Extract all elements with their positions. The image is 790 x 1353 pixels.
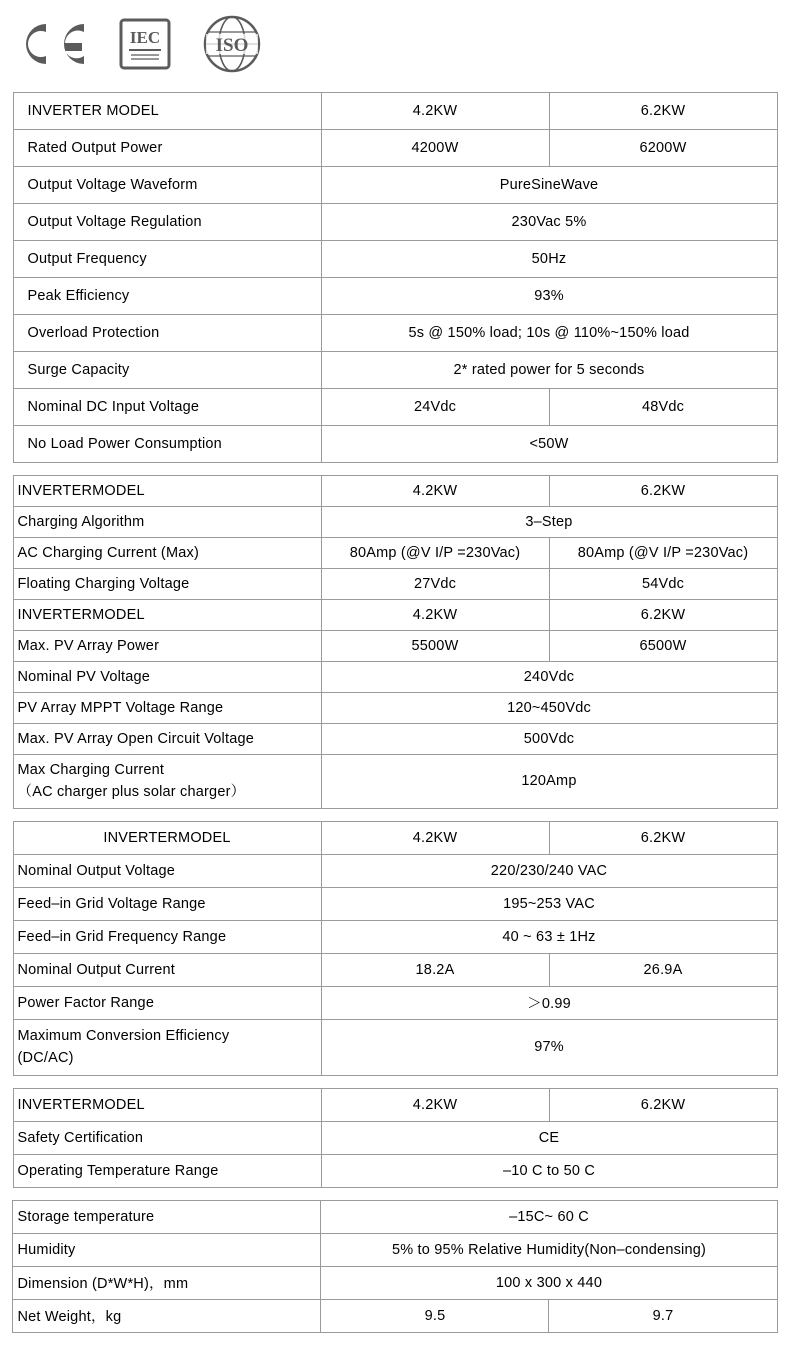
table-row — [13, 278, 777, 315]
spec-label: INVERTER MODEL — [13, 93, 321, 130]
spec-value-b: 48Vdc — [549, 389, 777, 426]
spec-value-a: 97% — [321, 1019, 777, 1075]
spec-label: PV Array MPPT Voltage Range — [13, 693, 321, 724]
spec-label: Feed–in Grid Voltage Range — [13, 887, 321, 920]
spec-value-a: 5500W — [321, 631, 549, 662]
spec-label: INVERTERMODEL — [13, 600, 321, 631]
spec-value-a: 9.5 — [321, 1299, 549, 1332]
table-row — [13, 507, 777, 538]
spec-label: Maximum Conversion Efficiency (DC/AC) — [13, 1019, 321, 1075]
table-row — [13, 93, 777, 130]
spec-label: Output Frequency — [13, 241, 321, 278]
grid-output-specs — [13, 821, 778, 1076]
spec-value-a: 3–Step — [321, 507, 777, 538]
spec-value-b: 6.2KW — [549, 1088, 777, 1121]
spec-value-b: 6.2KW — [549, 821, 777, 854]
spec-label: Peak Efficiency — [13, 278, 321, 315]
table-row — [13, 631, 777, 662]
spec-value-a: 220/230/240 VAC — [321, 854, 777, 887]
spec-value-a: PureSineWave — [321, 167, 777, 204]
table-row — [13, 241, 777, 278]
spec-value-a: 40 ~ 63 ± 1Hz — [321, 920, 777, 953]
spec-label: Power Factor Range — [13, 986, 321, 1019]
spec-value-a: 100 x 300 x 440 — [321, 1266, 777, 1299]
spec-label: Max Charging Current （AC charger plus solar charger） — [13, 755, 321, 809]
table-row — [13, 426, 777, 463]
table-row — [13, 1299, 777, 1332]
spec-value-b: 6500W — [549, 631, 777, 662]
spec-value-a: 4.2KW — [321, 1088, 549, 1121]
spec-label: Rated Output Power — [13, 130, 321, 167]
table-row — [13, 821, 777, 854]
spec-value-a: 120Amp — [321, 755, 777, 809]
spec-value-a: 4.2KW — [321, 821, 549, 854]
spec-label: Max. PV Array Open Circuit Voltage — [13, 724, 321, 755]
spec-label: Surge Capacity — [13, 352, 321, 389]
spec-label: INVERTERMODEL — [13, 821, 321, 854]
svg-text:ISO: ISO — [215, 34, 249, 56]
spec-value-b: 6.2KW — [549, 600, 777, 631]
spec-label: Nominal PV Voltage — [13, 662, 321, 693]
spec-label: Storage temperature — [13, 1200, 321, 1233]
spec-label: AC Charging Current (Max) — [13, 538, 321, 569]
table-row — [13, 1019, 777, 1075]
spec-value-a: 4200W — [321, 130, 549, 167]
svg-text:IEC: IEC — [129, 27, 161, 47]
table-row — [13, 352, 777, 389]
table-row — [13, 920, 777, 953]
table-row — [13, 476, 777, 507]
spec-label: Feed–in Grid Frequency Range — [13, 920, 321, 953]
charger-and-pv-specs — [13, 475, 778, 809]
table-row — [13, 755, 777, 809]
table-row — [13, 986, 777, 1019]
spec-label: INVERTERMODEL — [13, 476, 321, 507]
spec-value-a: 120~450Vdc — [321, 693, 777, 724]
table-row — [13, 204, 777, 241]
table-row — [13, 887, 777, 920]
spec-value-a: 230Vac 5% — [321, 204, 777, 241]
spec-label: Net Weight，kg — [13, 1299, 321, 1332]
spec-value-b: 9.7 — [549, 1299, 777, 1332]
spec-label: Overload Protection — [13, 315, 321, 352]
physical-specs — [12, 1200, 777, 1333]
table-row — [13, 130, 777, 167]
ce-mark-icon — [12, 18, 92, 75]
spec-label: Dimension (D*W*H)，mm — [13, 1266, 321, 1299]
table-row — [13, 1088, 777, 1121]
table-row — [13, 569, 777, 600]
spec-value-b: 26.9A — [549, 953, 777, 986]
spec-value-a: 27Vdc — [321, 569, 549, 600]
spec-label: Operating Temperature Range — [13, 1154, 321, 1187]
spec-value-a: 5s @ 150% load; 10s @ 110%~150% load — [321, 315, 777, 352]
table-row — [13, 167, 777, 204]
spec-label: No Load Power Consumption — [13, 426, 321, 463]
spec-value-a: 2* rated power for 5 seconds — [321, 352, 777, 389]
spec-value-a: 240Vdc — [321, 662, 777, 693]
spec-value-a: 24Vdc — [321, 389, 549, 426]
spec-value-b: 54Vdc — [549, 569, 777, 600]
spec-value-a: 4.2KW — [321, 600, 549, 631]
iec-mark-icon — [118, 17, 172, 76]
spec-value-a: 500Vdc — [321, 724, 777, 755]
table-row — [13, 953, 777, 986]
table-row — [13, 1154, 777, 1187]
spec-label: Output Voltage Regulation — [13, 204, 321, 241]
spec-value-a: 80Amp (@V I/P =230Vac) — [321, 538, 549, 569]
spec-value-a: 93% — [321, 278, 777, 315]
spec-value-a: CE — [321, 1121, 777, 1154]
spec-label: Output Voltage Waveform — [13, 167, 321, 204]
spec-value-a: 4.2KW — [321, 93, 549, 130]
spec-value-a: –10 C to 50 C — [321, 1154, 777, 1187]
table-row — [13, 693, 777, 724]
table-row — [13, 389, 777, 426]
spec-value-b: 6200W — [549, 130, 777, 167]
table-row — [13, 1200, 777, 1233]
spec-value-a: 195~253 VAC — [321, 887, 777, 920]
spec-value-a: <50W — [321, 426, 777, 463]
spec-value-a: 50Hz — [321, 241, 777, 278]
spec-label: INVERTERMODEL — [13, 1088, 321, 1121]
table-row — [13, 854, 777, 887]
spec-label: Nominal Output Voltage — [13, 854, 321, 887]
table-row — [13, 538, 777, 569]
spec-label: Safety Certification — [13, 1121, 321, 1154]
table-row — [13, 1266, 777, 1299]
spec-value-a: ＞0.99 — [321, 986, 777, 1019]
spec-label: Humidity — [13, 1233, 321, 1266]
table-row — [13, 724, 777, 755]
table-row — [13, 315, 777, 352]
spec-label: Nominal DC Input Voltage — [13, 389, 321, 426]
spec-label: Max. PV Array Power — [13, 631, 321, 662]
spec-label: Nominal Output Current — [13, 953, 321, 986]
safety-specs — [13, 1088, 778, 1188]
spec-value-b: 6.2KW — [549, 93, 777, 130]
spec-label: Floating Charging Voltage — [13, 569, 321, 600]
table-row — [13, 600, 777, 631]
table-row — [13, 1233, 777, 1266]
table-row — [13, 662, 777, 693]
spec-value-a: 18.2A — [321, 953, 549, 986]
inverter-output-specs — [13, 92, 778, 463]
iso-mark-icon — [198, 12, 266, 81]
spec-value-b: 6.2KW — [549, 476, 777, 507]
spec-value-a: 4.2KW — [321, 476, 549, 507]
certification-logos — [0, 0, 790, 92]
spec-label: Charging Algorithm — [13, 507, 321, 538]
spec-tables — [0, 92, 790, 1333]
spec-value-a: –15C~ 60 C — [321, 1200, 777, 1233]
spec-value-b: 80Amp (@V I/P =230Vac) — [549, 538, 777, 569]
spec-value-a: 5% to 95% Relative Humidity(Non–condensing) — [321, 1233, 777, 1266]
table-row — [13, 1121, 777, 1154]
